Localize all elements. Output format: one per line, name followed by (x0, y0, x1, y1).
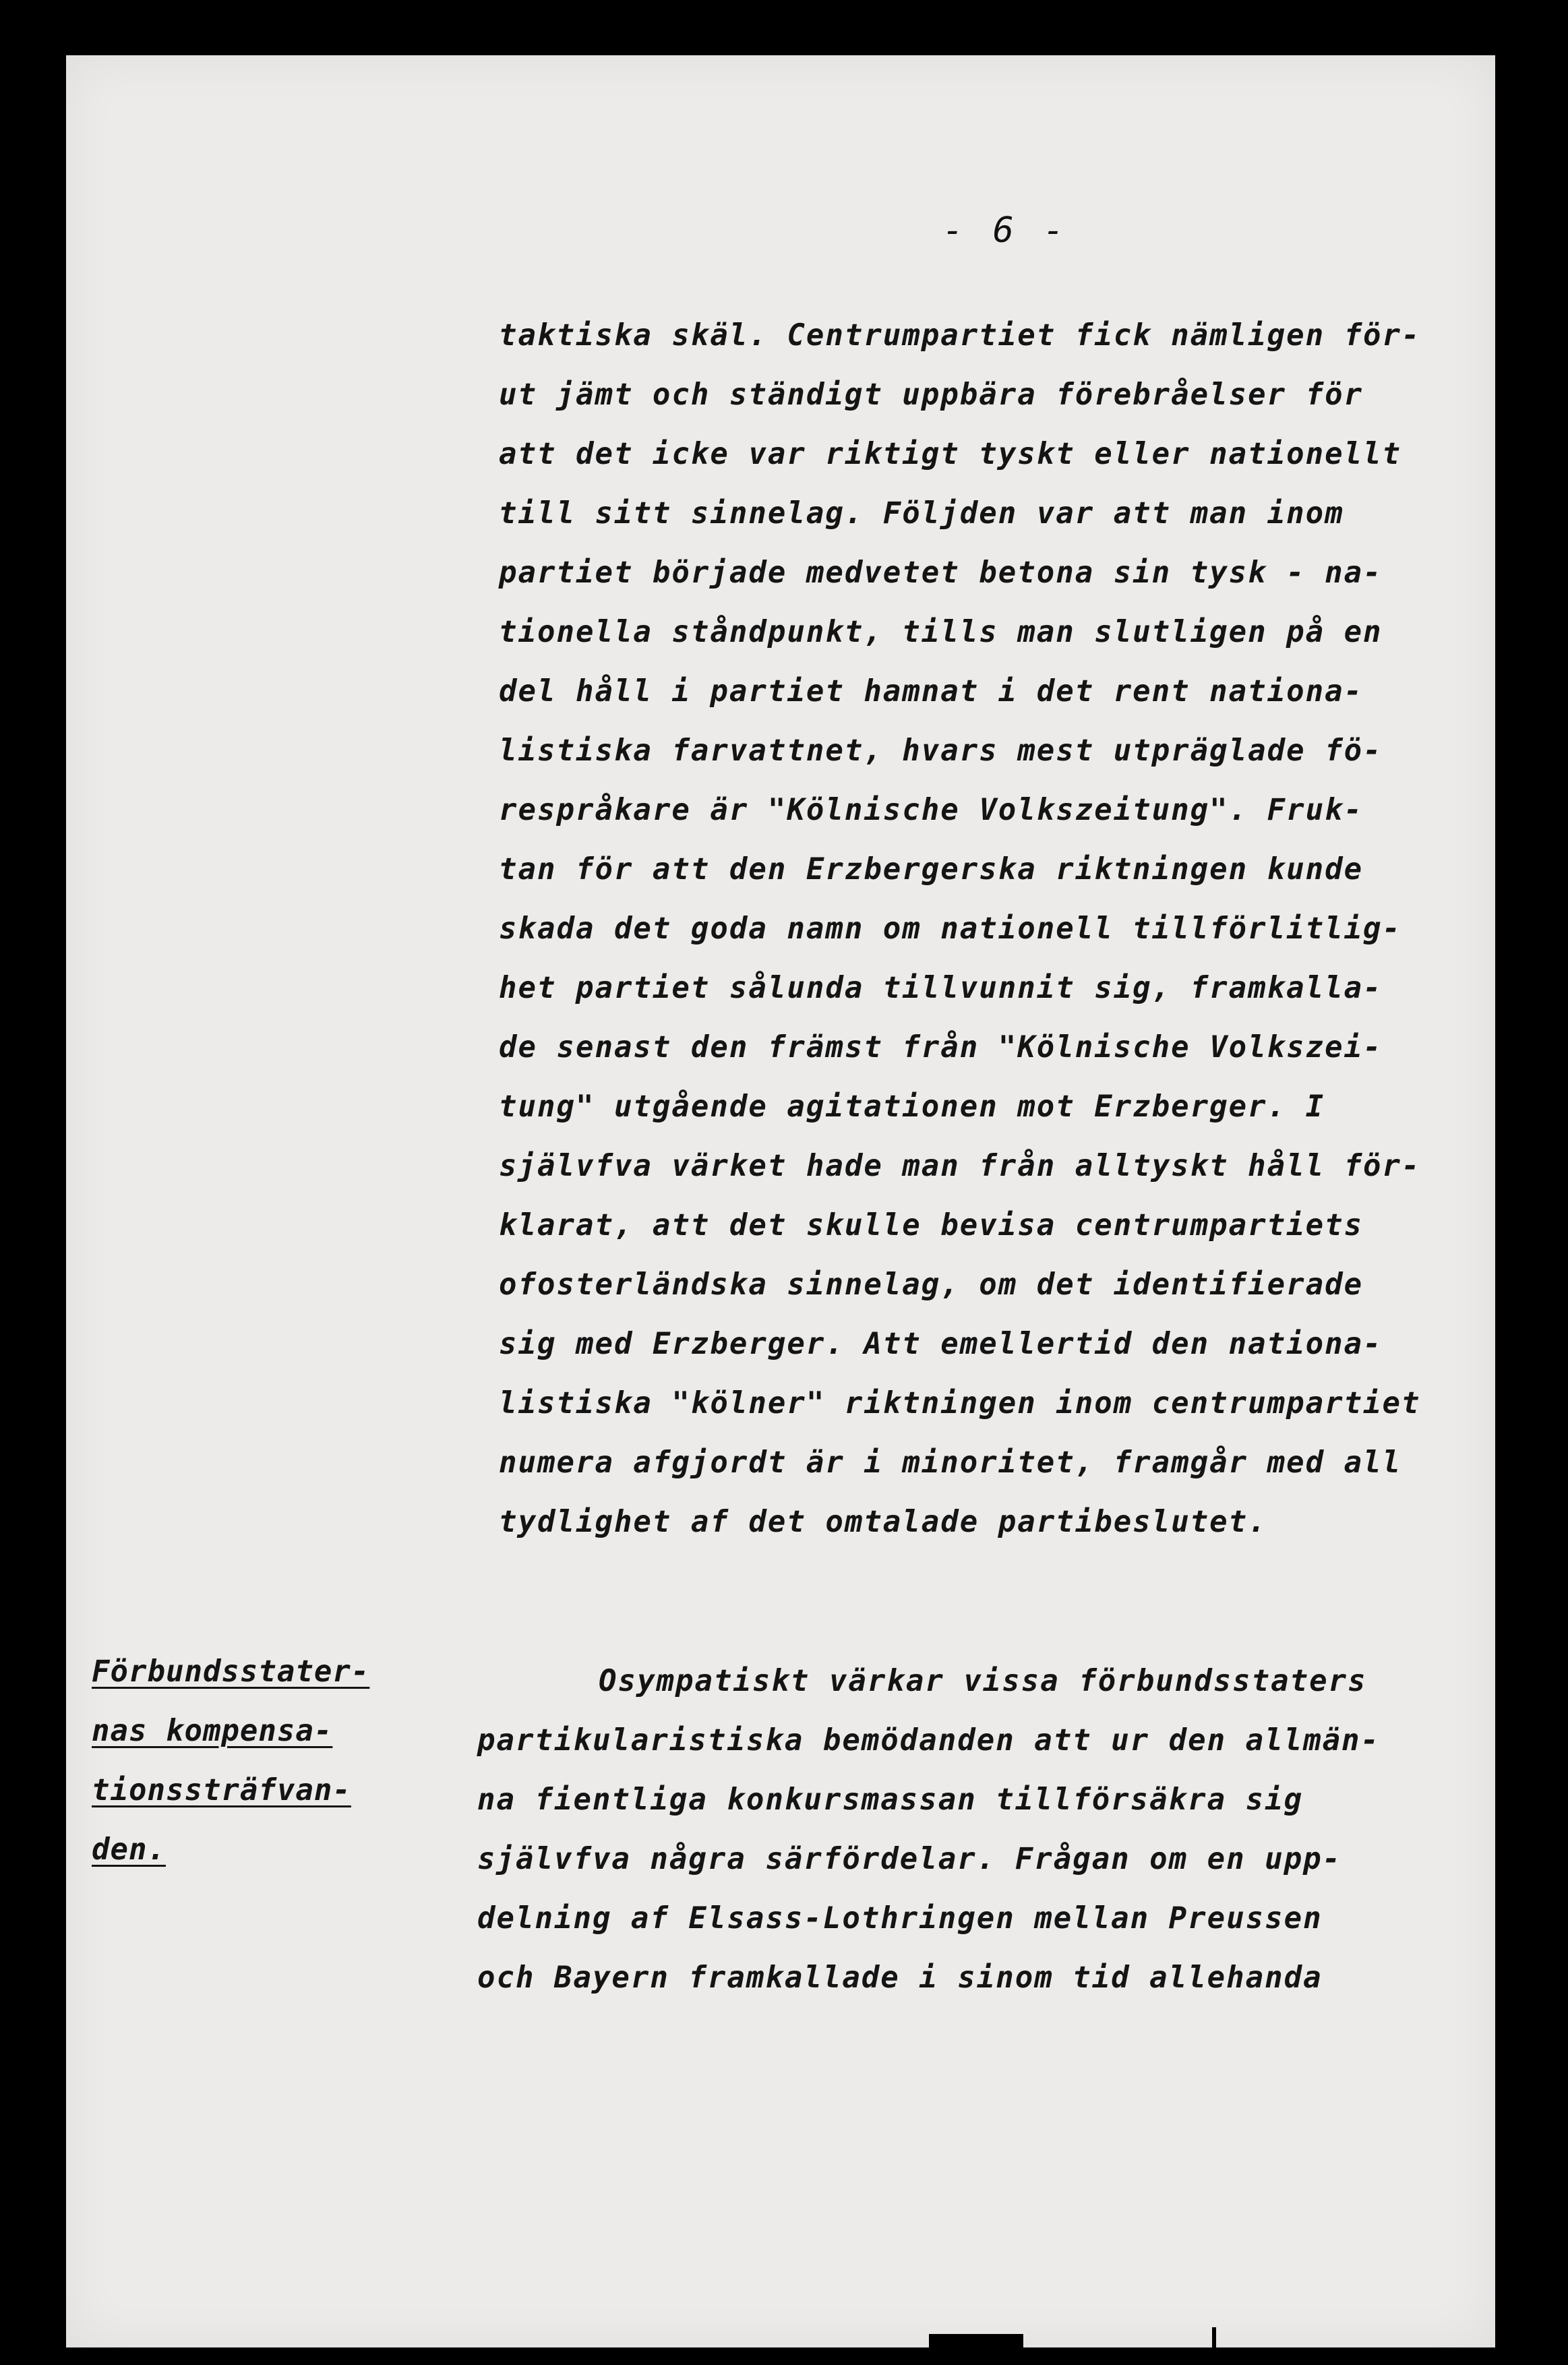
paragraph-1-line: till sitt sinnelag. Följden var att man inom (499, 496, 1344, 531)
paragraph-1-line: de senast den främst från "Kölnische Volkszei- (499, 1030, 1383, 1065)
paragraph-1-line: ofosterländska sinnelag, om det identifierade (499, 1267, 1364, 1302)
margin-note-line: tionssträfvan- (92, 1773, 351, 1807)
paragraph-1-line: het partiet sålunda tillvunnit sig, framkalla- (499, 971, 1383, 1005)
paragraph-2-line: na fientliga konkursmassan tillförsäkra sig (477, 1783, 1304, 1817)
paragraph-1-line: listiska farvattnet, hvars mest utpräglade fö- (499, 734, 1383, 768)
document-page (66, 55, 1495, 2347)
film-edge-mark (1212, 2327, 1216, 2347)
paragraph-1-line: sig med Erzberger. Att emellertid den nationa- (499, 1327, 1383, 1361)
paragraph-1-line: listiska "kölner" riktningen inom centrumpartiet (499, 1386, 1421, 1420)
film-edge-mark (929, 2334, 1023, 2347)
paragraph-2-line: självfva några särfördelar. Frågan om en upp- (477, 1842, 1342, 1876)
paragraph-1-line: tan för att den Erzbergerska riktningen kunde (499, 852, 1364, 887)
margin-note-line: nas kompensa- (92, 1714, 333, 1748)
paragraph-1-line: tydlighet af det omtalade partibeslutet. (499, 1505, 1267, 1539)
paragraph-2-line: Osympatiskt värkar vissa förbundsstaters (599, 1664, 1367, 1698)
paragraph-2-line: och Bayern framkallade i sinom tid allehanda (477, 1960, 1323, 1995)
paragraph-1-line: taktiska skäl. Centrumpartiet fick nämligen för- (499, 318, 1421, 353)
paragraph-1-line: del håll i partiet hamnat i det rent nationa- (499, 674, 1364, 709)
paragraph-1-line: självfva värket hade man från alltyskt håll för- (499, 1149, 1421, 1183)
paragraph-1-line: partiet började medvetet betona sin tysk - na- (499, 556, 1383, 590)
paragraph-1-line: tionella ståndpunkt, tills man slutligen på en (499, 615, 1383, 649)
paragraph-2-line: delning af Elsass-Lothringen mellan Preussen (477, 1901, 1323, 1936)
paragraph-1-line: tung" utgående agitationen mot Erzberger. I (499, 1089, 1325, 1124)
margin-note-line: Förbundsstater- (92, 1654, 370, 1689)
paragraph-1-line: respråkare är "Kölnische Volkszeitung". Fruk- (499, 793, 1364, 827)
margin-note-line: den. (92, 1832, 166, 1867)
paragraph-1-line: numera afgjordt är i minoritet, framgår med all (499, 1445, 1402, 1480)
paragraph-1-line: klarat, att det skulle bevisa centrumpartiets (499, 1208, 1364, 1243)
page-number: - 6 - (942, 210, 1068, 251)
paragraph-1-line: att det icke var riktigt tyskt eller nationellt (499, 437, 1402, 471)
paragraph-1-line: ut jämt och ständigt uppbära förebråelser för (499, 378, 1364, 412)
paragraph-1-line: skada det goda namn om nationell tillförlitlig- (499, 911, 1402, 946)
paragraph-2-line: partikularistiska bemödanden att ur den allmän- (477, 1723, 1381, 1758)
